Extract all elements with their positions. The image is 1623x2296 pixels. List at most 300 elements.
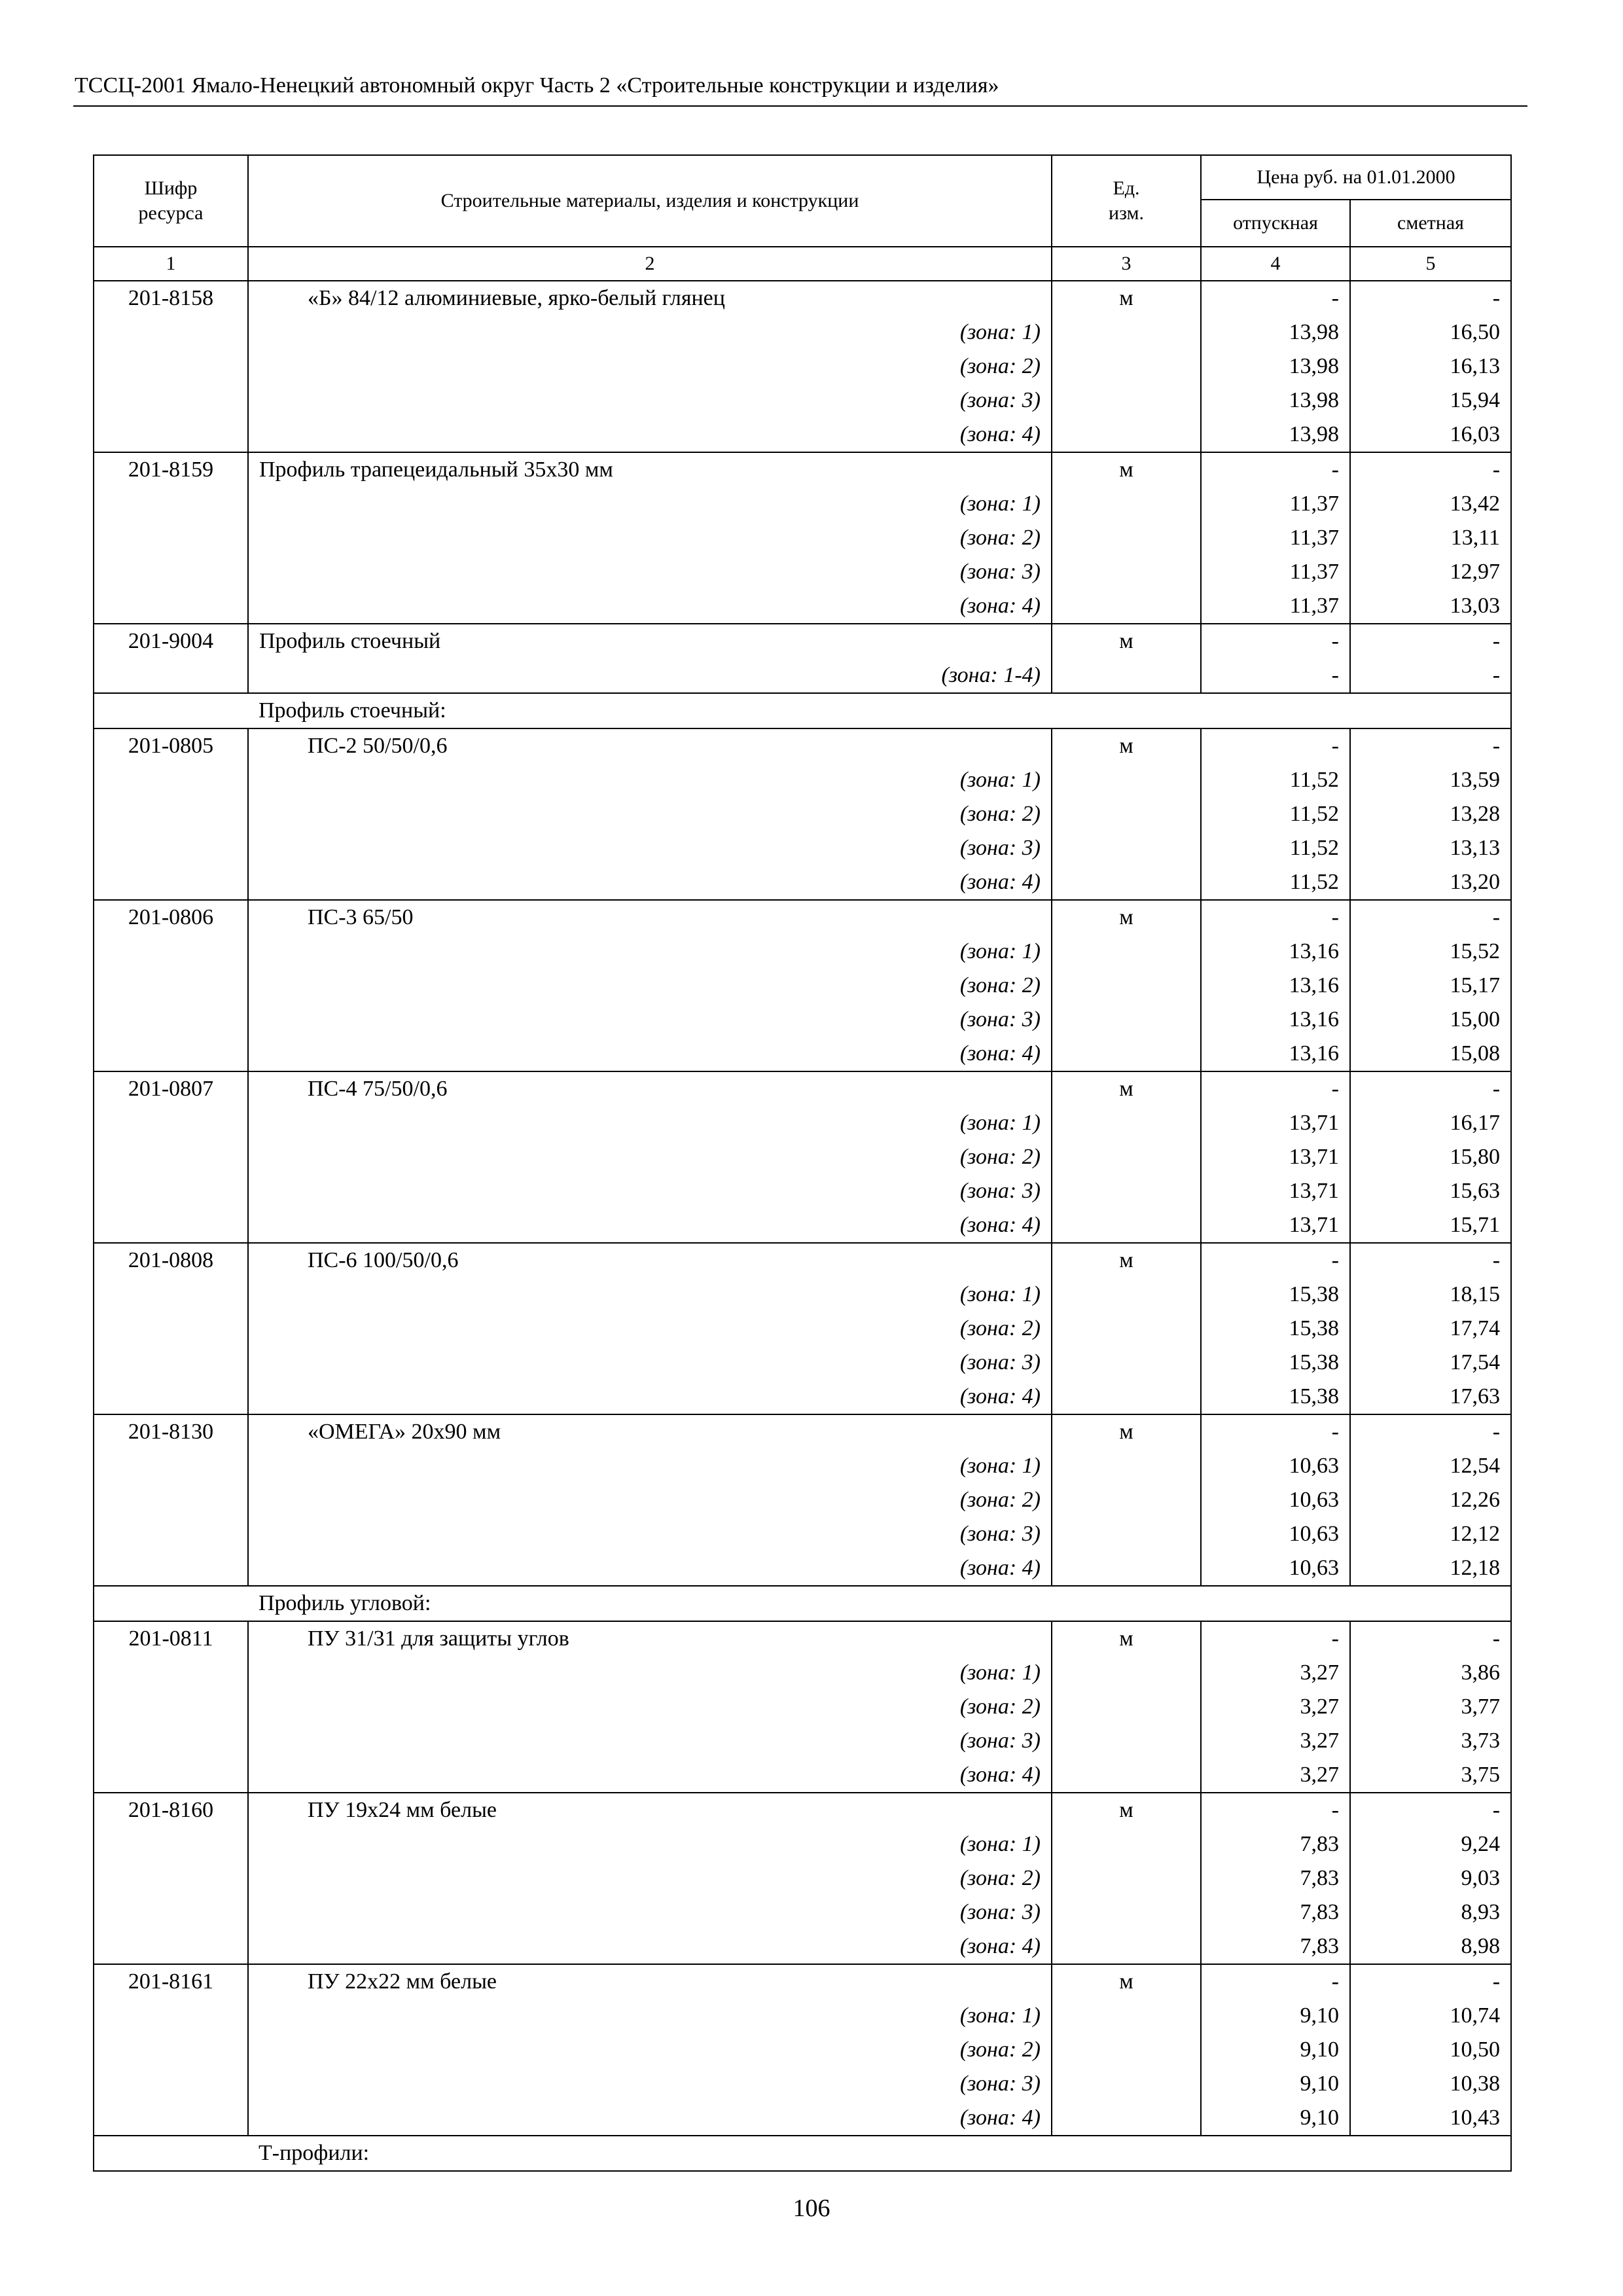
resource-code: 201-0806 [94, 900, 248, 935]
release-price: 13,71 [1201, 1208, 1350, 1243]
empty-cell [1052, 865, 1201, 900]
empty-cell [94, 831, 248, 865]
estimate-price: - [1350, 1964, 1511, 1999]
empty-cell [1052, 350, 1201, 384]
zone-row [94, 1758, 1511, 1793]
zone-row [94, 1517, 1511, 1551]
section-title: Т-профили: [248, 2136, 1511, 2171]
empty-cell [1052, 1724, 1201, 1758]
zone-row [94, 1999, 1511, 2033]
empty-cell [94, 1106, 248, 1140]
estimate-price: 15,80 [1350, 1140, 1511, 1174]
release-price: 11,37 [1201, 555, 1350, 589]
empty-cell [94, 1483, 248, 1517]
resource-name: Профиль трапецеидальный 35х30 мм [248, 452, 1052, 487]
resource-row [94, 1414, 1511, 1449]
estimate-price: 17,74 [1350, 1312, 1511, 1346]
estimate-price: 10,74 [1350, 1999, 1511, 2033]
resource-name: Профиль стоечный [248, 624, 1052, 658]
zone-row [94, 831, 1511, 865]
empty-cell [94, 1724, 248, 1758]
release-price: 11,52 [1201, 763, 1350, 797]
estimate-price: 12,12 [1350, 1517, 1511, 1551]
col-header-unit: Ед. изм. [1052, 155, 1201, 247]
zone-row [94, 1346, 1511, 1380]
section-row [94, 693, 1511, 728]
empty-cell [1052, 384, 1201, 418]
release-price: 13,98 [1201, 384, 1350, 418]
col-number: 1 [94, 247, 248, 281]
release-price: 13,98 [1201, 350, 1350, 384]
estimate-price: - [1350, 1243, 1511, 1278]
zone-label: (зона: 1) [248, 1278, 1052, 1312]
zone-row [94, 521, 1511, 555]
empty-cell [1052, 315, 1201, 350]
zone-row [94, 1106, 1511, 1140]
empty-cell [1052, 1208, 1201, 1243]
estimate-price: - [1350, 900, 1511, 935]
release-price: - [1201, 281, 1350, 315]
unit: м [1052, 1243, 1201, 1278]
zone-row [94, 1861, 1511, 1895]
zone-label: (зона: 4) [248, 1929, 1052, 1964]
zone-label: (зона: 4) [248, 1037, 1052, 1071]
empty-cell [94, 1999, 248, 2033]
empty-cell [94, 555, 248, 589]
empty-cell [1052, 1861, 1201, 1895]
zone-label: (зона: 4) [248, 589, 1052, 624]
empty-cell [94, 2067, 248, 2101]
release-price: - [1201, 1243, 1350, 1278]
resource-name: ПС-2 50/50/0,6 [248, 728, 1052, 763]
estimate-price: 15,52 [1350, 935, 1511, 969]
release-price: - [1201, 1071, 1350, 1106]
zone-row [94, 763, 1511, 797]
zone-label: (зона: 3) [248, 1346, 1052, 1380]
empty-cell [94, 1037, 248, 1071]
release-price: 9,10 [1201, 2067, 1350, 2101]
resource-row [94, 624, 1511, 658]
empty-cell [1052, 1483, 1201, 1517]
empty-cell [94, 693, 248, 728]
resource-code: 201-0807 [94, 1071, 248, 1106]
empty-cell [94, 1861, 248, 1895]
zone-row [94, 1724, 1511, 1758]
zone-label: (зона: 3) [248, 384, 1052, 418]
empty-cell [1052, 1278, 1201, 1312]
zone-row [94, 2067, 1511, 2101]
zone-row [94, 1208, 1511, 1243]
release-price: 13,98 [1201, 418, 1350, 452]
release-price: 3,27 [1201, 1758, 1350, 1793]
empty-cell [94, 487, 248, 521]
empty-cell [94, 2136, 248, 2171]
section-title: Профиль угловой: [248, 1586, 1511, 1621]
zone-row [94, 969, 1511, 1003]
estimate-price: 13,13 [1350, 831, 1511, 865]
estimate-price: 12,54 [1350, 1449, 1511, 1483]
zone-label: (зона: 2) [248, 797, 1052, 831]
empty-cell [94, 658, 248, 693]
estimate-price: 16,03 [1350, 418, 1511, 452]
estimate-price: 9,24 [1350, 1827, 1511, 1861]
empty-cell [94, 1208, 248, 1243]
release-price: 11,52 [1201, 797, 1350, 831]
resource-row [94, 1621, 1511, 1656]
empty-cell [1052, 1758, 1201, 1793]
estimate-price: - [1350, 1071, 1511, 1106]
zone-label: (зона: 2) [248, 1483, 1052, 1517]
release-price: 7,83 [1201, 1827, 1350, 1861]
empty-cell [94, 384, 248, 418]
empty-cell [1052, 1999, 1201, 2033]
release-price: 15,38 [1201, 1312, 1350, 1346]
empty-cell [94, 1312, 248, 1346]
resource-code: 201-8159 [94, 452, 248, 487]
zone-row [94, 797, 1511, 831]
resource-name: «ОМЕГА» 20х90 мм [248, 1414, 1052, 1449]
empty-cell [1052, 1656, 1201, 1690]
resource-name: ПУ 31/31 для защиты углов [248, 1621, 1052, 1656]
release-price: 11,52 [1201, 865, 1350, 900]
zone-row [94, 1483, 1511, 1517]
estimate-price: 17,63 [1350, 1380, 1511, 1414]
empty-cell [1052, 521, 1201, 555]
unit: м [1052, 452, 1201, 487]
release-price: 10,63 [1201, 1483, 1350, 1517]
release-price: 10,63 [1201, 1449, 1350, 1483]
release-price: - [1201, 624, 1350, 658]
release-price: - [1201, 1621, 1350, 1656]
release-price: 13,16 [1201, 935, 1350, 969]
unit: м [1052, 728, 1201, 763]
zone-label: (зона: 3) [248, 831, 1052, 865]
release-price: 13,71 [1201, 1174, 1350, 1208]
empty-cell [1052, 418, 1201, 452]
estimate-price: - [1350, 728, 1511, 763]
zone-row [94, 1278, 1511, 1312]
release-price: - [1201, 728, 1350, 763]
zone-label: (зона: 3) [248, 1003, 1052, 1037]
release-price: - [1201, 658, 1350, 693]
resource-code: 201-0805 [94, 728, 248, 763]
empty-cell [1052, 831, 1201, 865]
unit: м [1052, 1793, 1201, 1827]
zone-row [94, 1037, 1511, 1071]
empty-cell [94, 1551, 248, 1586]
resource-code: 201-8160 [94, 1793, 248, 1827]
empty-cell [1052, 589, 1201, 624]
empty-cell [94, 315, 248, 350]
estimate-price: 10,38 [1350, 2067, 1511, 2101]
col-header-price: Цена руб. на 01.01.2000 [1201, 155, 1511, 200]
zone-row [94, 1174, 1511, 1208]
resource-code: 201-8158 [94, 281, 248, 315]
resource-name: «Б» 84/12 алюминиевые, ярко-белый глянец [248, 281, 1052, 315]
empty-cell [1052, 1827, 1201, 1861]
estimate-price: 15,17 [1350, 969, 1511, 1003]
empty-cell [94, 1758, 248, 1793]
resource-code: 201-0811 [94, 1621, 248, 1656]
zone-label: (зона: 1) [248, 1106, 1052, 1140]
empty-cell [94, 521, 248, 555]
zone-label: (зона: 1-4) [248, 658, 1052, 693]
zone-row [94, 487, 1511, 521]
zone-row [94, 1312, 1511, 1346]
zone-label: (зона: 2) [248, 969, 1052, 1003]
zone-row [94, 1003, 1511, 1037]
zone-row [94, 935, 1511, 969]
zone-label: (зона: 4) [248, 1551, 1052, 1586]
header-rule [73, 105, 1527, 107]
col-number: 3 [1052, 247, 1201, 281]
release-price: 9,10 [1201, 2033, 1350, 2067]
zone-label: (зона: 3) [248, 555, 1052, 589]
document-header-title: ТССЦ-2001 Ямало-Ненецкий автономный округ Часть 2 «Строительные конструкции и изделия» [75, 73, 999, 98]
empty-cell [1052, 1551, 1201, 1586]
estimate-price: 10,43 [1350, 2101, 1511, 2136]
col-number: 2 [248, 247, 1052, 281]
empty-cell [94, 1517, 248, 1551]
estimate-price: - [1350, 624, 1511, 658]
zone-label: (зона: 4) [248, 418, 1052, 452]
section-title: Профиль стоечный: [248, 693, 1511, 728]
estimate-price: 16,17 [1350, 1106, 1511, 1140]
unit: м [1052, 1964, 1201, 1999]
zone-label: (зона: 2) [248, 1690, 1052, 1724]
estimate-price: 13,59 [1350, 763, 1511, 797]
estimate-price: 18,15 [1350, 1278, 1511, 1312]
estimate-price: 12,97 [1350, 555, 1511, 589]
col-header-name: Строительные материалы, изделия и конструкции [248, 155, 1052, 247]
release-price: 10,63 [1201, 1517, 1350, 1551]
resource-name: ПУ 19х24 мм белые [248, 1793, 1052, 1827]
empty-cell [1052, 1140, 1201, 1174]
zone-label: (зона: 3) [248, 1174, 1052, 1208]
empty-cell [94, 797, 248, 831]
zone-label: (зона: 1) [248, 487, 1052, 521]
zone-label: (зона: 4) [248, 2101, 1052, 2136]
empty-cell [94, 1003, 248, 1037]
estimate-price: 10,50 [1350, 2033, 1511, 2067]
unit: м [1052, 624, 1201, 658]
release-price: 3,27 [1201, 1724, 1350, 1758]
empty-cell [94, 1278, 248, 1312]
empty-cell [94, 418, 248, 452]
zone-row [94, 384, 1511, 418]
release-price: - [1201, 900, 1350, 935]
resource-name: ПС-6 100/50/0,6 [248, 1243, 1052, 1278]
zone-label: (зона: 4) [248, 1380, 1052, 1414]
zone-label: (зона: 4) [248, 1758, 1052, 1793]
empty-cell [94, 1140, 248, 1174]
estimate-price: 16,13 [1350, 350, 1511, 384]
zone-row [94, 1140, 1511, 1174]
resource-name: ПС-3 65/50 [248, 900, 1052, 935]
empty-cell [1052, 1449, 1201, 1483]
resource-name: ПС-4 75/50/0,6 [248, 1071, 1052, 1106]
unit: м [1052, 281, 1201, 315]
unit: м [1052, 1071, 1201, 1106]
zone-label: (зона: 1) [248, 1827, 1052, 1861]
empty-cell [94, 1895, 248, 1929]
estimate-price: 15,63 [1350, 1174, 1511, 1208]
empty-cell [94, 1174, 248, 1208]
empty-cell [94, 1690, 248, 1724]
empty-cell [94, 1586, 248, 1621]
estimate-price: 13,11 [1350, 521, 1511, 555]
zone-row [94, 1656, 1511, 1690]
release-price: - [1201, 1793, 1350, 1827]
empty-cell [94, 1380, 248, 1414]
release-price: 13,16 [1201, 969, 1350, 1003]
zone-label: (зона: 3) [248, 1724, 1052, 1758]
empty-cell [1052, 555, 1201, 589]
estimate-price: - [1350, 1793, 1511, 1827]
estimate-price: 8,93 [1350, 1895, 1511, 1929]
zone-row [94, 1449, 1511, 1483]
price-table [93, 154, 1512, 2172]
zone-row [94, 1690, 1511, 1724]
empty-cell [1052, 763, 1201, 797]
release-price: 10,63 [1201, 1551, 1350, 1586]
zone-label: (зона: 3) [248, 2067, 1052, 2101]
resource-code: 201-8161 [94, 1964, 248, 1999]
release-price: - [1201, 1414, 1350, 1449]
estimate-price: 13,28 [1350, 797, 1511, 831]
empty-cell [1052, 2033, 1201, 2067]
resource-code: 201-0808 [94, 1243, 248, 1278]
empty-cell [94, 763, 248, 797]
zone-row [94, 1895, 1511, 1929]
empty-cell [94, 1929, 248, 1964]
empty-cell [94, 2033, 248, 2067]
col-number: 4 [1201, 247, 1350, 281]
empty-cell [1052, 797, 1201, 831]
release-price: 11,37 [1201, 589, 1350, 624]
zone-row [94, 2101, 1511, 2136]
empty-cell [94, 1656, 248, 1690]
empty-cell [1052, 1312, 1201, 1346]
resource-name: ПУ 22х22 мм белые [248, 1964, 1052, 1999]
resource-row [94, 1071, 1511, 1106]
empty-cell [1052, 658, 1201, 693]
empty-cell [1052, 2067, 1201, 2101]
zone-row [94, 418, 1511, 452]
zone-row [94, 350, 1511, 384]
zone-label: (зона: 2) [248, 1140, 1052, 1174]
section-row [94, 1586, 1511, 1621]
empty-cell [1052, 1346, 1201, 1380]
empty-cell [94, 935, 248, 969]
zone-label: (зона: 2) [248, 1861, 1052, 1895]
release-price: 3,27 [1201, 1690, 1350, 1724]
resource-row [94, 281, 1511, 315]
empty-cell [1052, 935, 1201, 969]
release-price: - [1201, 1964, 1350, 1999]
col-number: 5 [1350, 247, 1511, 281]
estimate-price: 15,71 [1350, 1208, 1511, 1243]
estimate-price: - [1350, 1414, 1511, 1449]
resource-code: 201-8130 [94, 1414, 248, 1449]
estimate-price: 8,98 [1350, 1929, 1511, 1964]
estimate-price: 13,20 [1350, 865, 1511, 900]
unit: м [1052, 1621, 1201, 1656]
col-header-release: отпускная [1201, 200, 1350, 247]
zone-label: (зона: 4) [248, 1208, 1052, 1243]
zone-row [94, 315, 1511, 350]
resource-row [94, 728, 1511, 763]
zone-label: (зона: 2) [248, 2033, 1052, 2067]
release-price: 9,10 [1201, 1999, 1350, 2033]
release-price: 3,27 [1201, 1656, 1350, 1690]
empty-cell [1052, 2101, 1201, 2136]
empty-cell [94, 1346, 248, 1380]
zone-label: (зона: 1) [248, 315, 1052, 350]
release-price: 7,83 [1201, 1895, 1350, 1929]
zone-row [94, 555, 1511, 589]
release-price: 13,16 [1201, 1003, 1350, 1037]
estimate-price: 3,77 [1350, 1690, 1511, 1724]
zone-label: (зона: 2) [248, 521, 1052, 555]
empty-cell [94, 1827, 248, 1861]
zone-row [94, 658, 1511, 693]
release-price: 7,83 [1201, 1861, 1350, 1895]
zone-label: (зона: 2) [248, 350, 1052, 384]
empty-cell [94, 589, 248, 624]
zone-row [94, 865, 1511, 900]
estimate-price: 12,18 [1350, 1551, 1511, 1586]
release-price: 13,71 [1201, 1140, 1350, 1174]
estimate-price: - [1350, 1621, 1511, 1656]
resource-code: 201-9004 [94, 624, 248, 658]
resource-row [94, 1964, 1511, 1999]
estimate-price: - [1350, 452, 1511, 487]
release-price: 7,83 [1201, 1929, 1350, 1964]
release-price: 9,10 [1201, 2101, 1350, 2136]
empty-cell [1052, 1895, 1201, 1929]
zone-row [94, 1929, 1511, 1964]
empty-cell [94, 2101, 248, 2136]
unit: м [1052, 1414, 1201, 1449]
release-price: 11,37 [1201, 521, 1350, 555]
resource-row [94, 452, 1511, 487]
zone-row [94, 1551, 1511, 1586]
empty-cell [1052, 1174, 1201, 1208]
release-price: 13,16 [1201, 1037, 1350, 1071]
release-price: 15,38 [1201, 1346, 1350, 1380]
empty-cell [1052, 1517, 1201, 1551]
release-price: 13,71 [1201, 1106, 1350, 1140]
zone-row [94, 1827, 1511, 1861]
col-header-code: Шифр ресурса [94, 155, 248, 247]
estimate-price: 15,94 [1350, 384, 1511, 418]
empty-cell [94, 350, 248, 384]
empty-cell [94, 969, 248, 1003]
estimate-price: 17,54 [1350, 1346, 1511, 1380]
zone-label: (зона: 1) [248, 1656, 1052, 1690]
estimate-price: - [1350, 658, 1511, 693]
estimate-price: 15,08 [1350, 1037, 1511, 1071]
empty-cell [1052, 1929, 1201, 1964]
zone-row [94, 1380, 1511, 1414]
zone-label: (зона: 1) [248, 763, 1052, 797]
page-number: 106 [793, 2195, 830, 2222]
release-price: 15,38 [1201, 1278, 1350, 1312]
section-row [94, 2136, 1511, 2171]
zone-label: (зона: 1) [248, 935, 1052, 969]
empty-cell [1052, 1690, 1201, 1724]
